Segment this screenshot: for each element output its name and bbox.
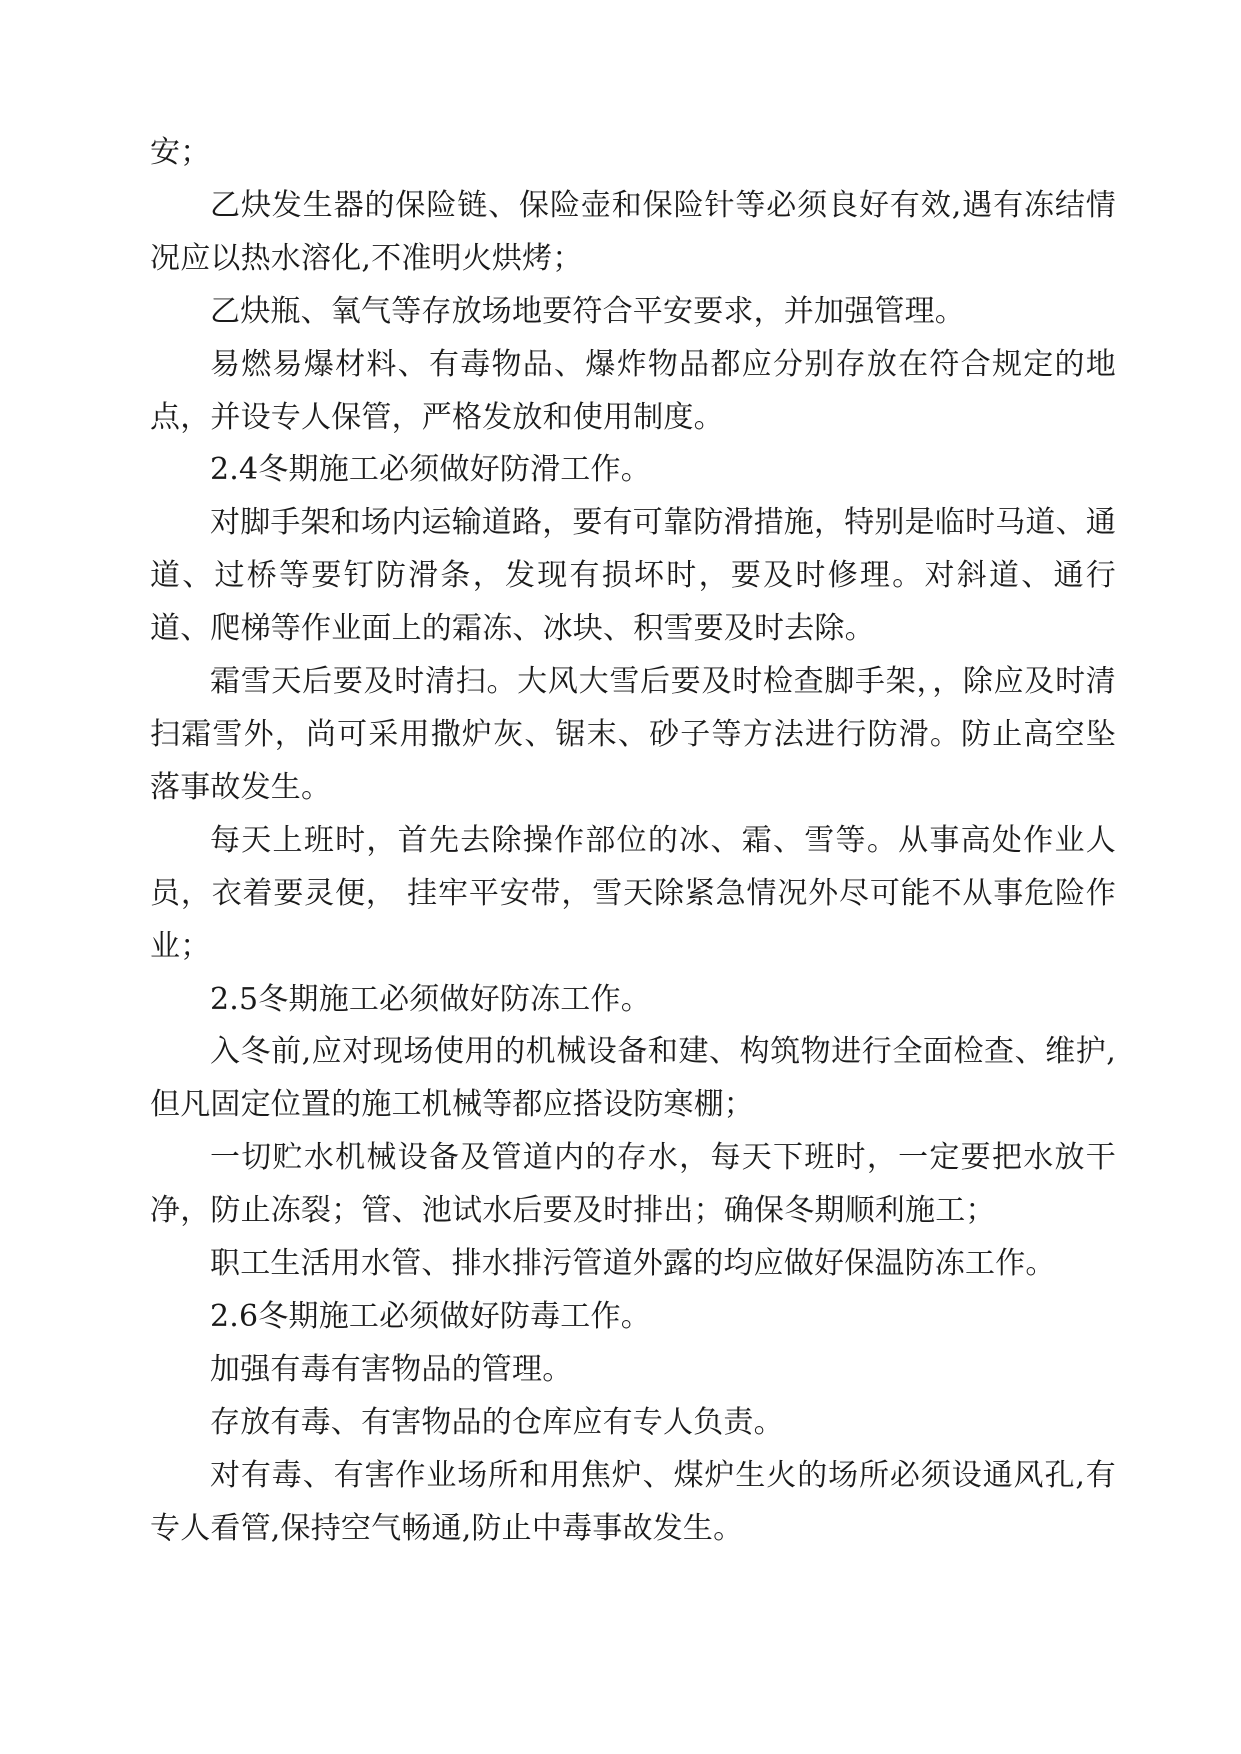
paragraph-toxic-warehouse: 存放有毒、有害物品的仓库应有专人负责。 xyxy=(210,1404,784,1440)
paragraph-toxic-management: 加强有毒有害物品的管理。 xyxy=(210,1351,573,1387)
paragraph-water-drainage: 一切贮水机械设备及管道内的存水，每天下班时，一定要把水放干净，防止冻裂；管、池试水后要及时排出；确保冬期顺利施工； xyxy=(150,1140,1116,1229)
paragraph-snow-cleaning: 霜雪天后要及时清扫。大风大雪后要及时检查脚手架，，除应及时清扫霜雪外，尚可采用撒炉灰、锯末、砂子等方法进行防滑。防止高空坠落事故发生。 xyxy=(150,664,1116,805)
paragraph-daily-clearing: 每天上班时，首先去除操作部位的冰、霜、雪等。从事高处作业人员，衣着要灵便， 挂牢平安带，雪天除紧急情况外尽可能不从事危险作业； xyxy=(150,822,1116,964)
paragraph-ventilation: 对有毒、有害作业场所和用焦炉、煤炉生火的场所必须设通风孔,有专人看管,保持空气畅通,防止中毒事故发生。 xyxy=(150,1457,1116,1546)
section-heading-2-6: 2.6冬期施工必须做好防毒工作。 xyxy=(210,1298,651,1334)
paragraph-continuation: 安； xyxy=(150,135,211,170)
paragraph-pipe-insulation: 职工生活用水管、排水排污管道外露的均应做好保温防冻工作。 xyxy=(210,1246,1056,1282)
section-heading-2-4: 2.4冬期施工必须做好防滑工作。 xyxy=(210,452,651,488)
paragraph-acetylene-storage: 乙炔瓶、氧气等存放场地要符合平安要求，并加强管理。 xyxy=(210,293,965,329)
paragraph-scaffold-antislip: 对脚手架和场内运输道路，要有可靠防滑措施，特别是临时马道、通道、过桥等要钉防滑条，发现有损坏时，要及时修理。对斜道、通行道、爬梯等作业面上的霜冻、冰块、积雪要及时去除。 xyxy=(150,505,1116,647)
section-heading-2-5: 2.5冬期施工必须做好防冻工作。 xyxy=(210,981,651,1017)
document-body xyxy=(150,127,1116,1555)
paragraph-flammable-materials: 易燃易爆材料、有毒物品、爆炸物品都应分别存放在符合规定的地点，并设专人保管，严格发放和使用制度。 xyxy=(150,346,1116,435)
paragraph-acetylene-generator: 乙炔发生器的保险链、保险壶和保险针等必须良好有效,遇有冻结情况应以热水溶化,不准明火烘烤； xyxy=(150,187,1116,276)
paragraph-equipment-inspection: 入冬前,应对现场使用的机械设备和建、构筑物进行全面检查、维护,但凡固定位置的施工机械等都应搭设防寒棚； xyxy=(150,1034,1116,1123)
